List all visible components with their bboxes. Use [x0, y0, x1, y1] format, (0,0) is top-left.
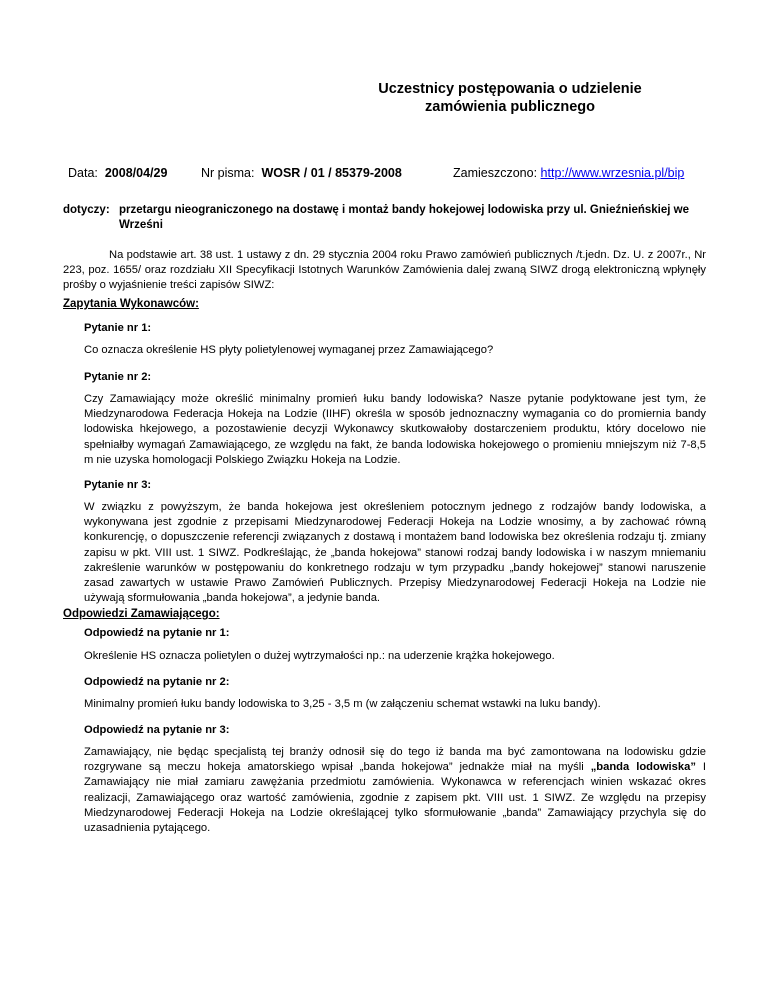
answer-1-title: Odpowiedź na pytanie nr 1:	[84, 627, 230, 639]
answer-2-title: Odpowiedź na pytanie nr 2:	[84, 676, 230, 688]
document-title	[300, 80, 720, 116]
title-line-1: Uczestnicy postępowania o udzielenie	[378, 81, 642, 97]
reference-field	[201, 166, 402, 180]
answers-section-title: Odpowiedzi Zamawiającego:	[63, 608, 220, 620]
answer-2-text: Minimalny promień łuku bandy lodowiska to 3,25 - 3,5 m (w załączeniu schemat wstawki na luku bandy).	[84, 698, 601, 710]
posted-label: Zamieszczono:	[453, 166, 538, 180]
answer-3-text-part2: I Zamawiający nie miał zamiaru zawężania przedmiotu zamówienia. Wykonawca w referencjach winien wskazać okres realizacji, Zamawiającego oraz wartość zamówienia, zgodnie z zapisem pkt. VIII ust. 1 SIWZ. Ze względu na przepisy Miedzynarodowej Federacji Hokeja na Lodzie określającej tylko sformułowanie „banda” Zamawiający przychyla się do uzasadnienia pytającego.	[84, 761, 707, 835]
subject-text: przetargu nieograniczonego na dostawę i montaż bandy hokejowej lodowiska przy ul. Gnieźnieńskiej we Wrześni	[119, 204, 689, 231]
date-field	[68, 166, 167, 180]
questions-section-title: Zapytania Wykonawców:	[63, 298, 199, 310]
answer-3-text	[84, 745, 706, 836]
intro-paragraph: Na podstawie art. 38 ust. 1 ustawy z dn. 29 stycznia 2004 roku Prawo zamówień publicznych /t.jedn. Dz. U. z 2007r., Nr 223, poz. 1655/ oraz rozdziału XII Specyfikacji Istotnych Warunków Zamówienia dalej zwaną SIWZ drogą elektroniczną wpłynęły prośby o wyjaśnienie treści zapisów SIWZ:	[63, 249, 706, 292]
answer-3-emphasis: „banda lodowiska”	[590, 761, 696, 774]
bip-link[interactable]: http://www.wrzesnia.pl/bip	[540, 166, 685, 180]
question-2-title: Pytanie nr 2:	[84, 371, 152, 383]
question-1-title: Pytanie nr 1:	[84, 322, 152, 334]
answer-3-text-part1: Zamawiający, nie będąc specjalistą tej branży odnosił się do tego iż banda ma być zamontowana na lodowisku gdzie rozgrywane są meczu hokeja amatorskiego wpisał „banda hokejowa” jednakże miał na myśli	[84, 746, 706, 774]
posted-field	[453, 166, 684, 180]
question-3-text: W związku z powyższym, że banda hokejowa jest określeniem potocznym jednego z rodzajów bandy lodowiska, a wykonywana jest zgodnie z przepisami Miedzynarodowej Federacji Hokeja na Lodzie wnosimy, a by zachować równą konkurencję, o dopuszczenie referencji związanych z dostawą i montażem band lodowiska bez określenia rodzaju tj. zmiany zapisu w pkt. VIII ust. 1 SIWZ. Podkreślając, że „banda hokejowa” stanowi rodzaj bandy lodowiska i w naszym mniemaniu zakreślenie warunków w postępowaniu do konkretnego rodzaju w tym przypadku „bandy hokejowej” stanowi naruszenie zasad zawartych w ustawie Prawo Zamówień Publicznych. Przepisy Miedzynarodowej Federacji Hokeja na Lodzie nie używają sformułowania „banda hokejowa”, a jedynie banda.	[84, 501, 706, 605]
question-3-title: Pytanie nr 3:	[84, 479, 152, 491]
answer-1-text: Określenie HS oznacza polietylen o dużej wytrzymałości np.: na uderzenie krążka hokejowego.	[84, 650, 555, 662]
date-value: 2008/04/29	[104, 166, 168, 180]
reference-value: WOSR / 01 / 85379-2008	[261, 166, 402, 180]
subject-label: dotyczy:	[63, 204, 110, 216]
question-2-text: Czy Zamawiający może określić minimalny promień łuku bandy lodowiska? Nasze pytanie podyktowane jest tym, że Miedzynarodowa Federacja Hokeja na Lodzie (IIHF) określa w sposób jednoznaczny wymagania co do promiernia bandy lodowiska hkejowego, a pozostawienie decyzji Wykonawcy skutkowałoby dostarczeniem produktu, który docelowo nie spełniałby wymagań Zamawiającego, ze względu na fakt, że banda lodowiska hokejowego o promieniu mniejszym niż 7-8,5 m nie uzyska homologacji Polskiego Związku Hokeja na Lodzie.	[84, 393, 706, 466]
question-1-text: Co oznacza określenie HS płyty polietylenowej wymaganej przez Zamawiającego?	[84, 344, 494, 356]
answer-3-title: Odpowiedź na pytanie nr 3:	[84, 724, 230, 736]
reference-label: Nr pisma:	[201, 166, 255, 180]
title-line-2: zamówienia publicznego	[425, 99, 595, 115]
date-label: Data:	[68, 166, 98, 180]
